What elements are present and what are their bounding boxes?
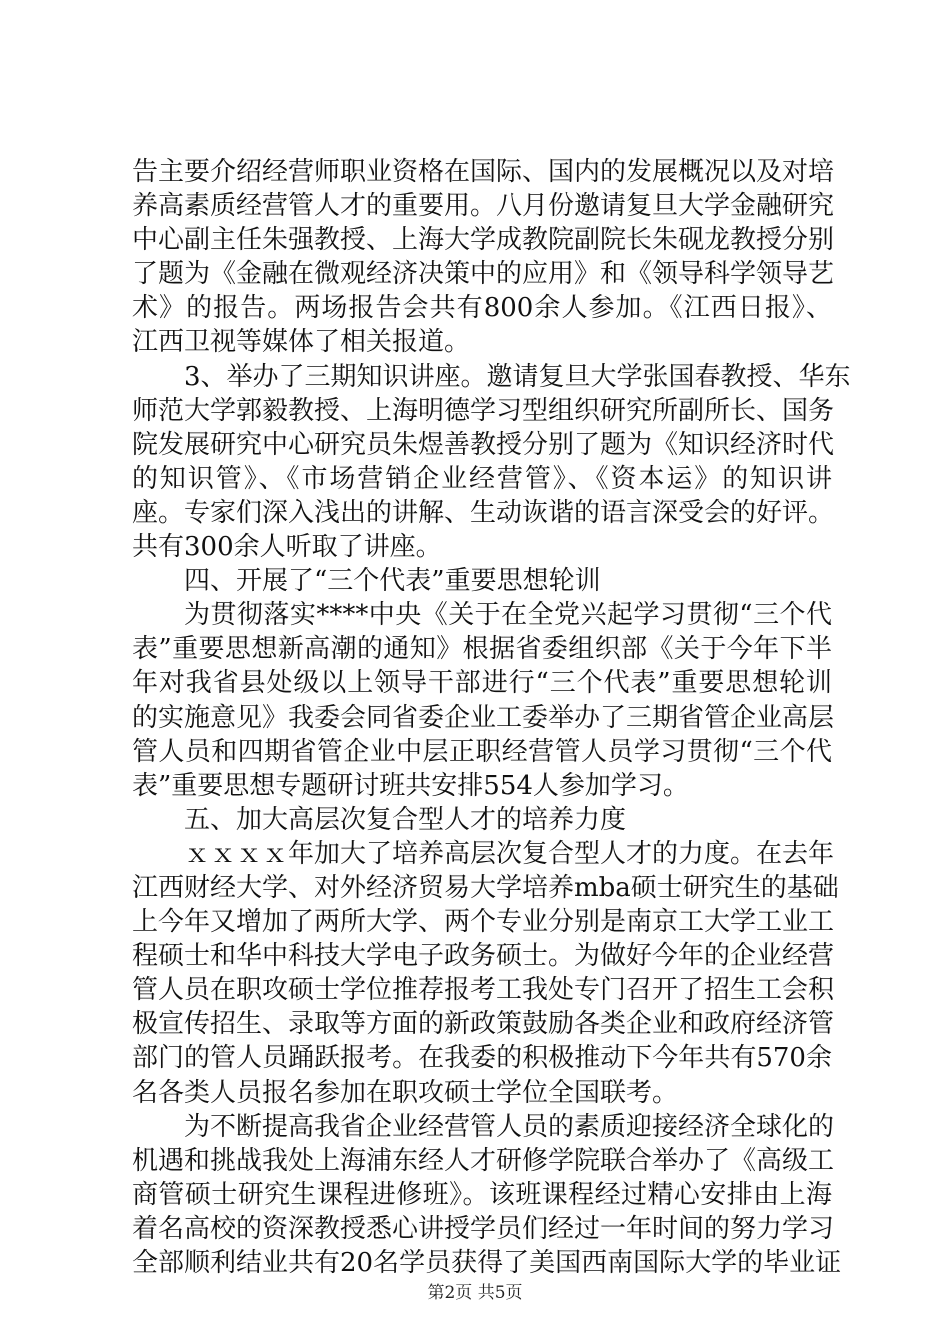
text-line: 表”重要思想专题研讨班共安排554人参加学习。	[132, 770, 689, 801]
text-line: 极宣传招生、录取等方面的新政策鼓励各类企业和政府经济管	[132, 1009, 835, 1040]
text-line: 院发展研究中心研究员朱煜善教授分别了题为《知识经济时代	[132, 429, 835, 460]
text-line: 着名高校的资深教授悉心讲授学员们经过一年时间的努力学习	[132, 1213, 835, 1244]
text-line: 养高素质经营管人才的重要用。八月份邀请复旦大学金融研究	[132, 191, 835, 222]
text-line: 为贯彻落实****中央《关于在全党兴起学习贯彻“三个代	[184, 600, 832, 631]
text-line: 告主要介绍经营师职业资格在国际、国内的发展概况以及对培	[132, 157, 835, 187]
text-line: 座。专家们深入浅出的讲解、生动诙谐的语言深受会的好评。	[132, 497, 835, 528]
text-line: ｘｘｘｘ年加大了培养高层次复合型人才的力度。在去年	[184, 838, 835, 869]
text-line: 了题为《金融在微观经济决策中的应用》和《领导科学领导艺	[132, 259, 835, 290]
text-line: 江西卫视等媒体了相关报道。	[132, 327, 471, 358]
text-line: 管人员在职攻硕士学位推荐报考工我处专门召开了招生工会积	[132, 975, 835, 1006]
page-footer	[0, 1283, 950, 1303]
text-line: 部门的管人员踊跃报考。在我委的积极推动下今年共有570余	[132, 1043, 832, 1074]
text-line: 为不断提高我省企业经营管人员的素质迎接经济全球化的	[184, 1111, 835, 1142]
text-line: 师范大学郭毅教授、上海明德学习型组织研究所副所长、国务	[132, 395, 835, 426]
text-line: 表”重要思想新高潮的通知》根据省委组织部《关于今年下半	[132, 634, 832, 665]
text-line: 机遇和挑战我处上海浦东经人才研修学院联合举办了《高级工	[132, 1145, 835, 1176]
text-line: 商管硕士研究生课程进修班》。该班课程经过精心安排由上海	[132, 1179, 832, 1210]
document-body	[132, 155, 851, 1280]
text-line: 共有300余人听取了讲座。	[132, 532, 442, 563]
text-line: 的实施意见》我委会同省委企业工委举办了三期省管企业高层	[132, 702, 835, 733]
text-line: 全部顺利结业共有20名学员获得了美国西南国际大学的毕业证	[132, 1248, 842, 1278]
text-line: 3、举办了三期知识讲座。邀请复旦大学张国春教授、华东	[184, 361, 851, 392]
text-line: 的知识管》、《市场营销企业经营管》、《资本运》的知识讲	[132, 463, 832, 494]
page-number: 第2页 共5页	[427, 1283, 523, 1303]
text-line: 程硕士和华中科技大学电子政务硕士。为做好今年的企业经营	[132, 941, 835, 972]
text-line: 名各类人员报名参加在职攻硕士学位全国联考。	[132, 1077, 679, 1108]
text-line: 中心副主任朱强教授、上海大学成教院副院长朱砚龙教授分别	[132, 225, 835, 256]
text-line: 江西财经大学、对外经济贸易大学培养mba硕士研究生的基础	[132, 872, 839, 903]
text-line: 术》的报告。两场报告会共有800余人参加。《江西日报》、	[132, 293, 832, 324]
text-line: 管人员和四期省管企业中层正职经营管人员学习贯彻“三个代	[132, 736, 832, 767]
text-line: 年对我省县处级以上领导干部进行“三个代表”重要思想轮训	[132, 668, 832, 699]
text-line: 四、开展了“三个代表”重要思想轮训	[184, 566, 601, 597]
text-line: 五、加大高层次复合型人才的培养力度	[184, 804, 627, 835]
text-line: 上今年又增加了两所大学、两个专业分别是南京工大学工业工	[132, 907, 835, 938]
